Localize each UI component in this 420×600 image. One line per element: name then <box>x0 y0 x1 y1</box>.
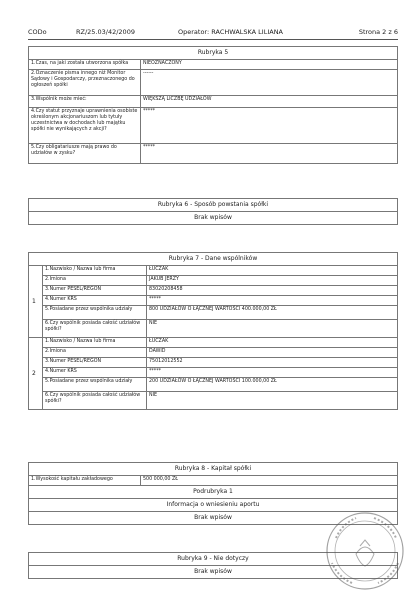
header-ref: RZ/25.03/42/2009 <box>76 28 135 36</box>
p-label: 6.Czy wspólnik posiada całość udziałów spółki? <box>43 320 147 338</box>
header-divider <box>28 39 398 40</box>
p-value: 800 UDZIAŁÓW O ŁĄCZNEJ WARTOŚCI 400.000,00 ZŁ <box>147 306 398 320</box>
rubryka-6-note: Brak wpisów <box>29 212 398 225</box>
p-value: ***** <box>147 368 398 378</box>
rubryka-7-table <box>28 252 398 410</box>
header-codo: CODo <box>28 28 47 36</box>
r8-value: 500 000,00 ZŁ <box>141 476 398 486</box>
rubryka-8-title: Rubryka 8 - Kapitał spółki <box>29 463 398 476</box>
p-value: ***** <box>147 296 398 306</box>
r5-label: 3.Wspólnik może mieć: <box>29 96 141 108</box>
header-operator: Operator: RACHWALSKA LILIANA <box>178 28 284 36</box>
r5-value: NIEOZNACZONY <box>141 60 398 70</box>
p-label: 5.Posiadane przez wspólnika udziały <box>43 378 147 392</box>
podrubryka-title: Podrubryka 1 <box>29 486 398 499</box>
r5-value: WIĘKSZĄ LICZBĘ UDZIAŁÓW <box>141 96 398 108</box>
rubryka-6-title: Rubryka 6 - Sposób powstania spółki <box>29 199 398 212</box>
p-value: 200 UDZIAŁÓW O ŁĄCZNEJ WARTOŚCI 100.000,00 ZŁ <box>147 378 398 392</box>
r5-value: ***** <box>141 108 398 144</box>
podrubryka-subtitle: Informacja o wniesieniu aportu <box>29 499 398 512</box>
rubryka-6-table <box>28 198 398 225</box>
official-seal-icon <box>322 508 408 594</box>
p-label: 1.Nazwisko / Nazwa lub firma <box>43 338 147 348</box>
p-value: NIE <box>147 320 398 338</box>
rubryka-5-title: Rubryka 5 <box>29 47 398 60</box>
page-header <box>28 28 398 38</box>
p-value: JAKUB JERZY <box>147 276 398 286</box>
r5-value: ***** <box>141 144 398 164</box>
p-label: 2.Imiona <box>43 348 147 358</box>
p-label: 3.Numer PESEL/REGON <box>43 358 147 368</box>
rubryka-9-title: Rubryka 9 - Nie dotyczy <box>29 553 398 566</box>
p-label: 3.Numer PESEL/REGON <box>43 286 147 296</box>
r5-value: ------ <box>141 70 398 96</box>
partner-number: 1 <box>29 266 43 338</box>
r5-label: 1.Czas, na jaki została utworzona spółka <box>29 60 141 70</box>
p-value: ŁUCZAK <box>147 338 398 348</box>
rubryka-7-title: Rubryka 7 - Dane wspólników <box>29 253 398 266</box>
rubryka-8-note: Brak wpisów <box>29 512 398 525</box>
p-label: 4.Numer KRS <box>43 368 147 378</box>
r5-label: 4.Czy statut przyznaje uprawnienia osobiste określonym akcjonariuszom lub tytuły uczestnictwa w dochodach lub majątku spółki nie wynikających z akcji? <box>29 108 141 144</box>
p-label: 2.Imiona <box>43 276 147 286</box>
r5-label: 2.Oznaczenie pisma innego niż Monitor Sądowy i Gospodarczy, przeznaczonego do ogłoszeń spółki <box>29 70 141 96</box>
p-label: 4.Numer KRS <box>43 296 147 306</box>
p-label: 5.Posiadane przez wspólnika udziały <box>43 306 147 320</box>
p-value: NIE <box>147 392 398 410</box>
p-value: ŁUCZAK <box>147 266 398 276</box>
rubryka-5-table <box>28 46 398 164</box>
p-label: 1.Nazwisko / Nazwa lub firma <box>43 266 147 276</box>
r5-label: 5.Czy obligatariusze mają prawo do udziałów w zysku? <box>29 144 141 164</box>
rubryka-9-note: Brak wpisów <box>29 566 398 579</box>
p-value: 83020208458 <box>147 286 398 296</box>
p-value: DAWID <box>147 348 398 358</box>
partner-number: 2 <box>29 338 43 410</box>
r8-label: 1.Wysokość kapitału zakładowego <box>29 476 141 486</box>
p-value: 75012012552 <box>147 358 398 368</box>
header-page: Strona 2 z 6 <box>358 28 398 36</box>
p-label: 6.Czy wspólnik posiada całość udziałów spółki? <box>43 392 147 410</box>
